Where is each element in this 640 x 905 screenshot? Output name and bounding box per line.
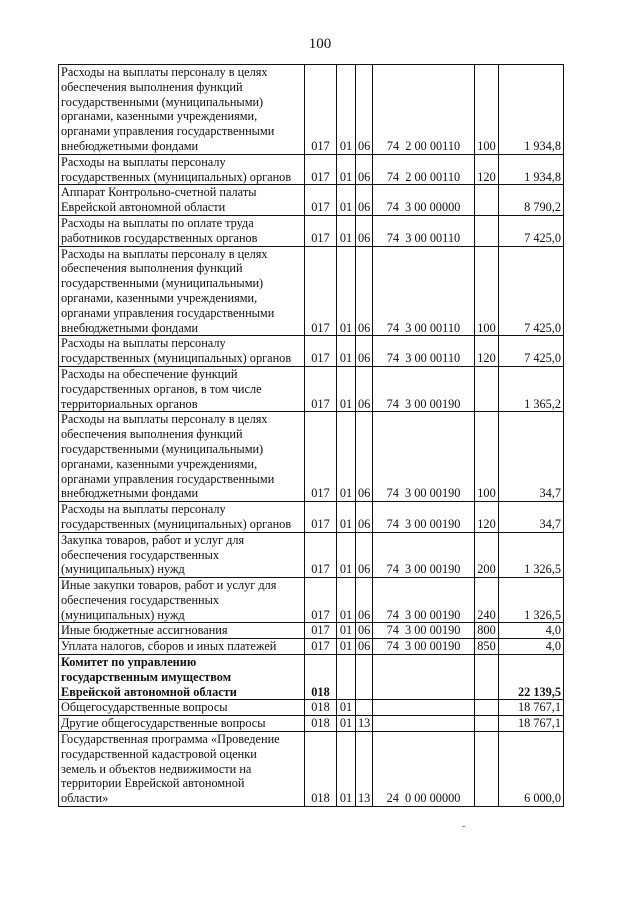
row-csr: 74 3 00 00190 bbox=[373, 502, 475, 533]
row-name-line: Еврейской автономной области bbox=[61, 684, 237, 699]
scan-speck bbox=[462, 826, 465, 827]
row-pr: 06 bbox=[356, 215, 373, 246]
row-pr: 06 bbox=[356, 532, 373, 577]
row-sum: 34,7 bbox=[499, 412, 564, 502]
row-csr: 74 2 00 00110 bbox=[373, 154, 475, 185]
row-name-line: Иные бюджетные ассигнования bbox=[61, 623, 228, 638]
row-rz: 01 bbox=[337, 154, 356, 185]
row-name-line: государственных органов, в том числе bbox=[61, 381, 262, 396]
row-name-line: обеспечения государственных bbox=[61, 592, 220, 607]
table-row bbox=[59, 336, 564, 367]
table-row bbox=[59, 154, 564, 185]
row-rz: 01 bbox=[337, 336, 356, 367]
row-csr bbox=[373, 716, 475, 732]
row-csr: 74 3 00 00190 bbox=[373, 623, 475, 639]
row-grbs: 017 bbox=[305, 412, 337, 502]
row-grbs: 018 bbox=[305, 716, 337, 732]
row-pr bbox=[356, 655, 373, 700]
row-rz: 01 bbox=[337, 532, 356, 577]
row-name-line: Расходы на выплаты по оплате труда bbox=[61, 215, 254, 230]
row-name bbox=[59, 700, 305, 716]
row-name-line: органами, казенными учреждениями, bbox=[61, 109, 258, 124]
row-name-line: Расходы на выплаты персоналу в целях bbox=[61, 65, 268, 79]
row-name-line: Комитет по управлению bbox=[61, 655, 197, 670]
row-csr: 74 3 00 00110 bbox=[373, 336, 475, 367]
row-vr bbox=[475, 655, 499, 700]
row-csr bbox=[373, 700, 475, 716]
row-vr: 850 bbox=[475, 639, 499, 655]
row-name bbox=[59, 532, 305, 577]
row-sum: 7 425,0 bbox=[499, 246, 564, 336]
row-pr: 13 bbox=[356, 732, 373, 807]
row-name-line: Расходы на выплаты персоналу в целях bbox=[61, 246, 268, 261]
row-pr: 06 bbox=[356, 412, 373, 502]
row-name-line: Аппарат Контрольно-счетной палаты bbox=[61, 185, 257, 200]
row-vr: 100 bbox=[475, 246, 499, 336]
row-pr: 13 bbox=[356, 716, 373, 732]
row-rz: 01 bbox=[337, 412, 356, 502]
row-name-line: органами управления государственными bbox=[61, 305, 275, 320]
table-row bbox=[59, 655, 564, 700]
row-name bbox=[59, 154, 305, 185]
row-sum: 7 425,0 bbox=[499, 336, 564, 367]
table-row bbox=[59, 502, 564, 533]
row-vr bbox=[475, 700, 499, 716]
row-name-line: органами управления государственными bbox=[61, 124, 275, 139]
row-name-line: Еврейской автономной области bbox=[61, 200, 226, 215]
row-rz: 01 bbox=[337, 366, 356, 411]
table-row bbox=[59, 578, 564, 623]
row-sum: 18 767,1 bbox=[499, 700, 564, 716]
row-name-line: Общегосударственные вопросы bbox=[61, 700, 228, 715]
row-vr bbox=[475, 732, 499, 807]
row-rz: 01 bbox=[337, 639, 356, 655]
row-rz: 01 bbox=[337, 716, 356, 732]
row-name-line: Иные закупки товаров, работ и услуг для bbox=[61, 578, 277, 593]
row-name-line: государственными (муниципальными) bbox=[61, 441, 264, 456]
row-vr bbox=[475, 366, 499, 411]
row-name-line: Расходы на обеспечение функций bbox=[61, 366, 238, 381]
row-name-line: государственных (муниципальных) органов bbox=[61, 516, 292, 531]
row-pr: 06 bbox=[356, 502, 373, 533]
row-name-line: органами управления государственными bbox=[61, 471, 275, 486]
row-csr: 74 3 00 00190 bbox=[373, 532, 475, 577]
row-rz: 01 bbox=[337, 502, 356, 533]
table-row bbox=[59, 215, 564, 246]
row-csr: 74 3 00 00000 bbox=[373, 185, 475, 216]
row-sum: 1 934,8 bbox=[499, 65, 564, 155]
row-rz: 01 bbox=[337, 578, 356, 623]
row-grbs: 017 bbox=[305, 185, 337, 216]
row-name-line: Расходы на выплаты персоналу в целях bbox=[61, 412, 268, 427]
row-pr: 06 bbox=[356, 639, 373, 655]
row-csr: 74 3 00 00190 bbox=[373, 578, 475, 623]
table-row bbox=[59, 185, 564, 216]
row-name-line: Другие общегосударственные вопросы bbox=[61, 716, 266, 731]
table-row bbox=[59, 532, 564, 577]
row-rz: 01 bbox=[337, 246, 356, 336]
row-pr: 06 bbox=[356, 154, 373, 185]
row-pr: 06 bbox=[356, 623, 373, 639]
row-sum: 34,7 bbox=[499, 502, 564, 533]
row-grbs: 017 bbox=[305, 578, 337, 623]
row-rz: 01 bbox=[337, 732, 356, 807]
row-vr bbox=[475, 215, 499, 246]
row-sum: 6 000,0 bbox=[499, 732, 564, 807]
row-grbs: 017 bbox=[305, 336, 337, 367]
row-pr: 06 bbox=[356, 246, 373, 336]
row-csr: 74 3 00 00190 bbox=[373, 639, 475, 655]
row-csr: 24 0 00 00000 bbox=[373, 732, 475, 807]
row-sum: 4,0 bbox=[499, 623, 564, 639]
row-name-line: Расходы на выплаты персоналу bbox=[61, 336, 226, 351]
row-grbs: 017 bbox=[305, 639, 337, 655]
row-pr bbox=[356, 700, 373, 716]
row-pr: 06 bbox=[356, 578, 373, 623]
row-name-line: органами, казенными учреждениями, bbox=[61, 290, 258, 305]
row-name-line: обеспечения выполнения функций bbox=[61, 79, 243, 94]
row-grbs: 017 bbox=[305, 65, 337, 155]
row-sum: 1 934,8 bbox=[499, 154, 564, 185]
row-name bbox=[59, 246, 305, 336]
table-row bbox=[59, 246, 564, 336]
row-name-line: внебюджетными фондами bbox=[61, 320, 199, 335]
row-grbs: 018 bbox=[305, 655, 337, 700]
row-name-line: внебюджетными фондами bbox=[61, 138, 199, 153]
row-name bbox=[59, 366, 305, 411]
row-name-line: государственной кадастровой оценки bbox=[61, 746, 257, 761]
row-name-line: государственным имуществом bbox=[61, 669, 232, 684]
row-grbs: 017 bbox=[305, 154, 337, 185]
table-row bbox=[59, 639, 564, 655]
row-pr: 06 bbox=[356, 336, 373, 367]
row-name bbox=[59, 502, 305, 533]
row-csr: 74 3 00 00110 bbox=[373, 215, 475, 246]
row-name bbox=[59, 639, 305, 655]
row-csr: 74 3 00 00110 bbox=[373, 246, 475, 336]
row-name bbox=[59, 732, 305, 807]
row-name-line: Государственная программа «Проведение bbox=[61, 732, 280, 747]
row-grbs: 018 bbox=[305, 732, 337, 807]
table-row bbox=[59, 716, 564, 732]
row-grbs: 017 bbox=[305, 246, 337, 336]
row-name-line: обеспечения выполнения функций bbox=[61, 261, 243, 276]
row-csr: 74 2 00 00110 bbox=[373, 65, 475, 155]
row-rz: 01 bbox=[337, 185, 356, 216]
row-pr: 06 bbox=[356, 65, 373, 155]
table-row bbox=[59, 732, 564, 807]
row-name-line: государственных (муниципальных) органов bbox=[61, 169, 292, 184]
row-vr: 120 bbox=[475, 502, 499, 533]
row-name bbox=[59, 65, 305, 155]
row-name bbox=[59, 716, 305, 732]
row-sum: 4,0 bbox=[499, 639, 564, 655]
row-rz: 01 bbox=[337, 215, 356, 246]
row-csr: 74 3 00 00190 bbox=[373, 366, 475, 411]
row-name-line: земель и объектов недвижимости на bbox=[61, 761, 252, 776]
row-name bbox=[59, 185, 305, 216]
row-name-line: государственными (муниципальными) bbox=[61, 94, 264, 109]
row-name-line: Уплата налогов, сборов и иных платежей bbox=[61, 639, 277, 654]
row-rz bbox=[337, 655, 356, 700]
row-sum: 8 790,2 bbox=[499, 185, 564, 216]
row-name bbox=[59, 655, 305, 700]
row-grbs: 017 bbox=[305, 366, 337, 411]
row-rz: 01 bbox=[337, 65, 356, 155]
row-grbs: 017 bbox=[305, 623, 337, 639]
row-rz: 01 bbox=[337, 700, 356, 716]
row-name bbox=[59, 215, 305, 246]
row-name-line: обеспечения выполнения функций bbox=[61, 427, 243, 442]
page-number: 100 bbox=[308, 36, 332, 52]
row-name bbox=[59, 336, 305, 367]
row-sum: 1 326,5 bbox=[499, 578, 564, 623]
row-name bbox=[59, 623, 305, 639]
table-row bbox=[59, 412, 564, 502]
row-name-line: обеспечения государственных bbox=[61, 547, 220, 562]
row-name-line: государственными (муниципальными) bbox=[61, 276, 264, 291]
row-pr: 06 bbox=[356, 185, 373, 216]
row-grbs: 017 bbox=[305, 502, 337, 533]
row-name-line: (муниципальных) нужд bbox=[61, 607, 185, 622]
row-name-line: Закупка товаров, работ и услуг для bbox=[61, 532, 245, 547]
row-name-line: области» bbox=[61, 791, 109, 806]
row-pr: 06 bbox=[356, 366, 373, 411]
row-grbs: 018 bbox=[305, 700, 337, 716]
row-name bbox=[59, 578, 305, 623]
row-sum: 7 425,0 bbox=[499, 215, 564, 246]
row-name-line: территории Еврейской автономной bbox=[61, 776, 245, 791]
row-name-line: Расходы на выплаты персоналу bbox=[61, 154, 226, 169]
row-name-line: территориальных органов bbox=[61, 396, 198, 411]
row-name-line: внебюджетными фондами bbox=[61, 486, 199, 501]
row-vr: 200 bbox=[475, 532, 499, 577]
row-vr: 800 bbox=[475, 623, 499, 639]
row-vr: 240 bbox=[475, 578, 499, 623]
row-name-line: (муниципальных) нужд bbox=[61, 562, 185, 577]
row-name-line: Расходы на выплаты персоналу bbox=[61, 502, 226, 517]
row-vr: 100 bbox=[475, 65, 499, 155]
row-sum: 1 326,5 bbox=[499, 532, 564, 577]
table-row bbox=[59, 700, 564, 716]
row-name-line: государственных (муниципальных) органов bbox=[61, 351, 292, 366]
row-vr bbox=[475, 185, 499, 216]
budget-table bbox=[58, 64, 564, 807]
table-row bbox=[59, 623, 564, 639]
table-row bbox=[59, 366, 564, 411]
row-sum: 22 139,5 bbox=[499, 655, 564, 700]
row-rz: 01 bbox=[337, 623, 356, 639]
row-sum: 1 365,2 bbox=[499, 366, 564, 411]
row-name bbox=[59, 412, 305, 502]
row-csr: 74 3 00 00190 bbox=[373, 412, 475, 502]
row-grbs: 017 bbox=[305, 215, 337, 246]
row-vr bbox=[475, 716, 499, 732]
row-name-line: органами, казенными учреждениями, bbox=[61, 456, 258, 471]
row-vr: 100 bbox=[475, 412, 499, 502]
row-grbs: 017 bbox=[305, 532, 337, 577]
row-sum: 18 767,1 bbox=[499, 716, 564, 732]
row-csr bbox=[373, 655, 475, 700]
row-vr: 120 bbox=[475, 336, 499, 367]
row-vr: 120 bbox=[475, 154, 499, 185]
table-row bbox=[59, 65, 564, 155]
row-name-line: работников государственных органов bbox=[61, 230, 258, 245]
